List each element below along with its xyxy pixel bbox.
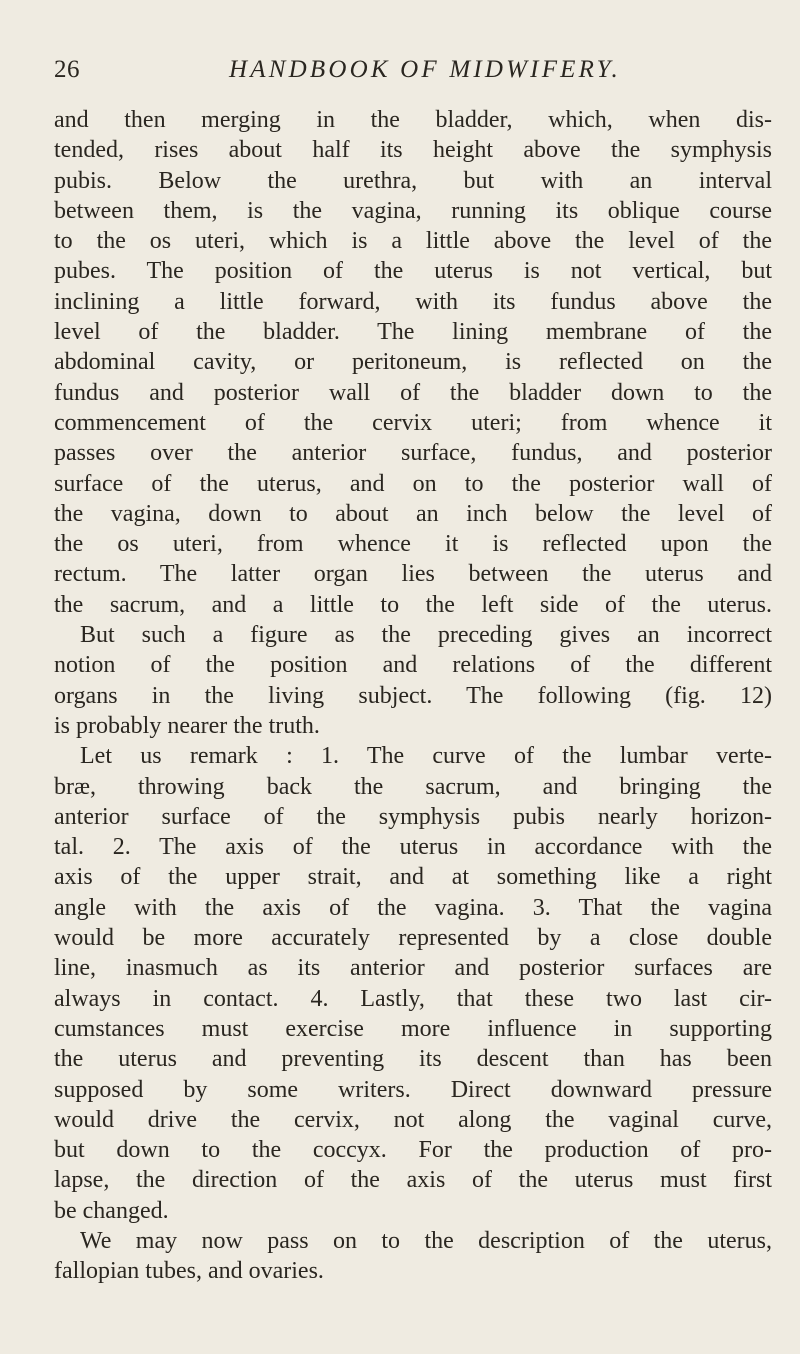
text-line: abdominal cavity, or peritoneum, is reflected on the <box>54 349 772 376</box>
text-line: fundus and posterior wall of the bladder down to the <box>54 379 772 406</box>
text-line: be changed. <box>54 1197 169 1224</box>
text-line: But such a figure as the preceding gives an incorrect <box>80 622 772 649</box>
text-line: but down to the coccyx. For the production of pro- <box>54 1137 772 1164</box>
text-line: anterior surface of the symphysis pubis nearly horizon- <box>54 803 772 830</box>
text-line: Let us remark : 1. The curve of the lumbar verte- <box>80 743 772 770</box>
text-line: the os uteri, from whence it is reflected upon the <box>54 531 772 558</box>
text-line: rectum. The latter organ lies between the uterus and <box>54 561 772 588</box>
text-line: angle with the axis of the vagina. 3. That the vagina <box>54 894 772 921</box>
text-line: always in contact. 4. Lastly, that these two last cir- <box>54 985 772 1012</box>
text-line: surface of the uterus, and on to the posterior wall of <box>54 470 772 497</box>
text-line: axis of the upper strait, and at something like a right <box>54 864 772 891</box>
text-line: tended, rises about half its height above the symphysis <box>54 137 772 164</box>
text-line: supposed by some writers. Direct downward pressure <box>54 1076 772 1103</box>
text-line: We may now pass on to the description of the uterus, <box>80 1227 772 1254</box>
text-line: organs in the living subject. The following (fig. 12) <box>54 682 772 709</box>
text-line: pubis. Below the urethra, but with an interval <box>54 167 772 194</box>
text-line: would drive the cervix, not along the vaginal curve, <box>54 1106 772 1133</box>
page-header <box>54 56 772 96</box>
text-line: cumstances must exercise more influence in supporting <box>54 1015 772 1042</box>
text-line: is probably nearer the truth. <box>54 712 320 739</box>
text-line: pubes. The position of the uterus is not vertical, but <box>54 258 772 285</box>
text-line: between them, is the vagina, running its oblique course <box>54 197 772 224</box>
text-line: the sacrum, and a little to the left side of the uterus. <box>54 591 772 618</box>
text-line: tal. 2. The axis of the uterus in accordance with the <box>54 834 772 861</box>
text-line: bræ, throwing back the sacrum, and bringing the <box>54 773 772 800</box>
text-line: level of the bladder. The lining membrane of the <box>54 319 772 346</box>
text-line: line, inasmuch as its anterior and posterior surfaces are <box>54 955 772 982</box>
page-number: 26 <box>54 56 80 83</box>
text-line: the vagina, down to about an inch below the level of <box>54 500 772 527</box>
text-line: inclining a little forward, with its fundus above the <box>54 288 772 315</box>
text-line: fallopian tubes, and ovaries. <box>54 1258 324 1285</box>
text-line: commencement of the cervix uteri; from whence it <box>54 409 772 436</box>
text-line: to the os uteri, which is a little above the level of the <box>54 228 772 255</box>
text-line: lapse, the direction of the axis of the uterus must first <box>54 1167 772 1194</box>
text-line: notion of the position and relations of the different <box>54 652 772 679</box>
text-line: the uterus and preventing its descent than has been <box>54 1046 772 1073</box>
text-line: passes over the anterior surface, fundus, and posterior <box>54 440 772 467</box>
body-text <box>54 105 772 1287</box>
running-title: HANDBOOK OF MIDWIFERY. <box>229 56 621 83</box>
text-line: would be more accurately represented by a close double <box>54 925 772 952</box>
text-line: and then merging in the bladder, which, when dis- <box>54 107 772 133</box>
